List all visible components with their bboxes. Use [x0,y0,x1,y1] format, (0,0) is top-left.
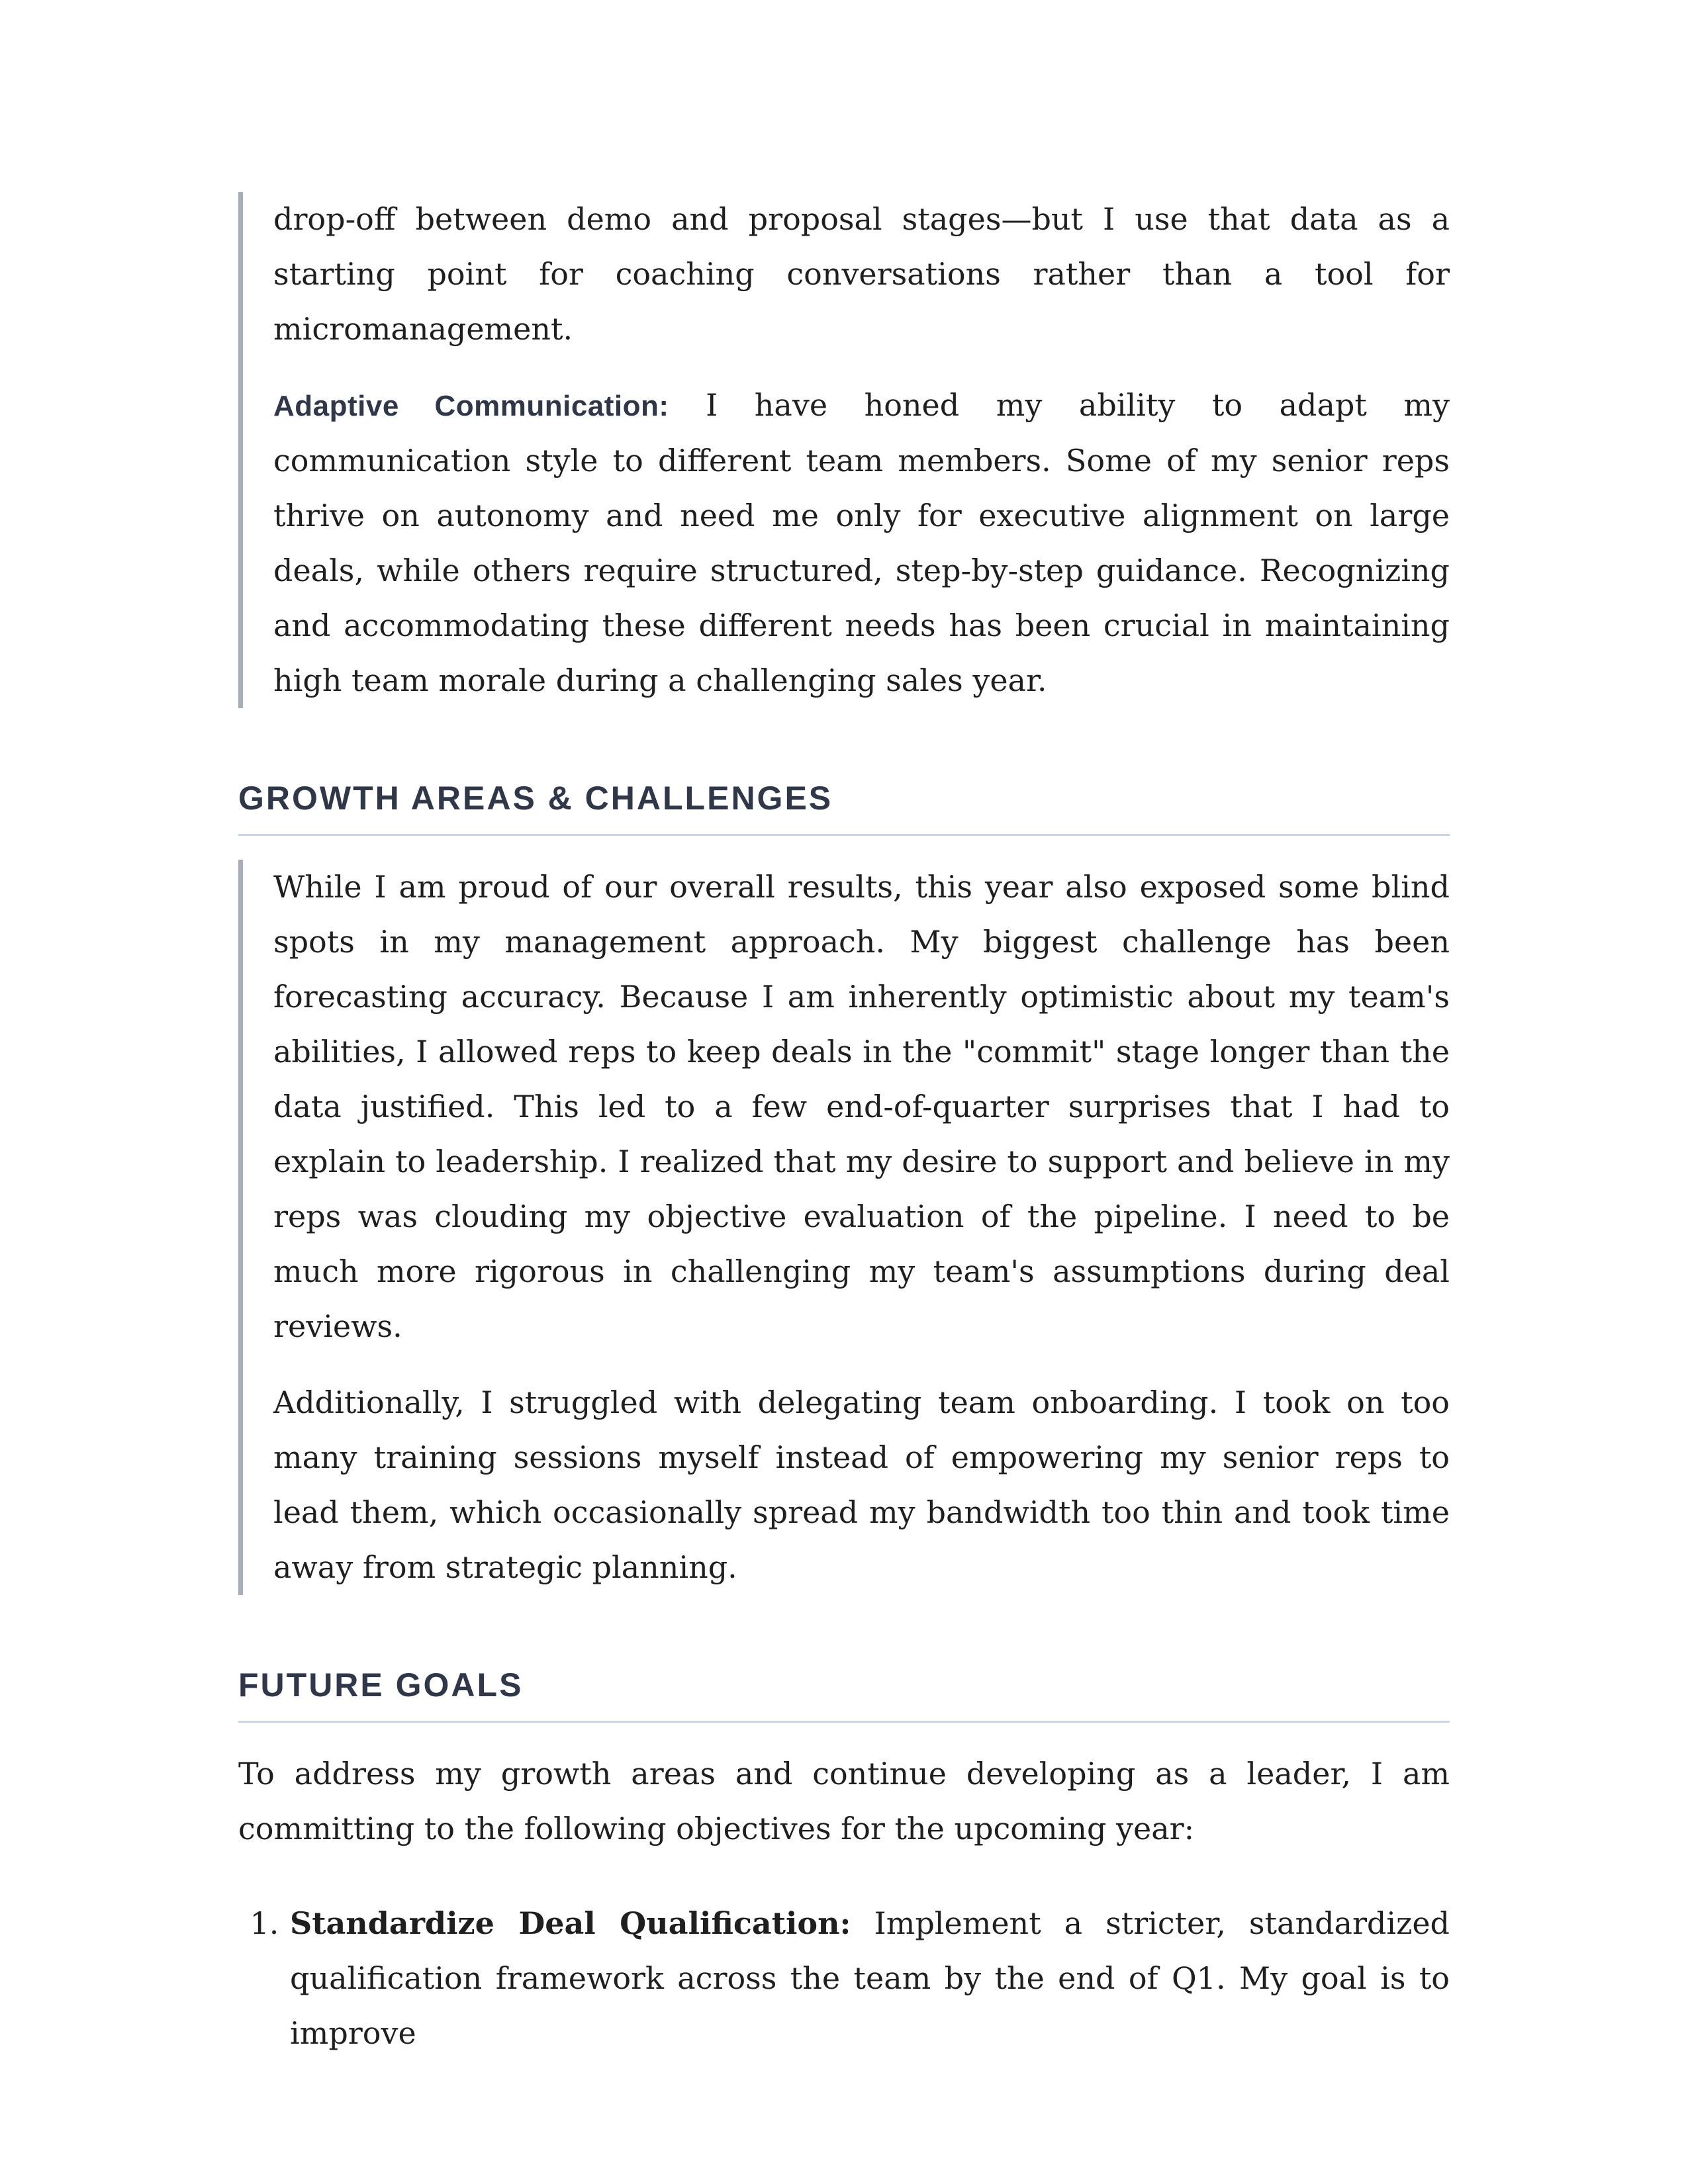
document-page [238,192,1450,2061]
future-goals-heading: FUTURE GOALS [238,1665,1450,1723]
future-goals-list [238,1896,1450,2061]
growth-quote-block [238,860,1450,1595]
goal-item [289,1896,1450,2061]
adaptive-communication-paragraph [273,378,1450,708]
strengths-paragraph-continued: drop-off between demo and proposal stages—but I use that data as a starting point for coaching conversations rather than a tool for micromanagement. [273,201,1450,347]
adaptive-communication-label: Adaptive Communication: [273,390,669,422]
growth-paragraph-forecasting: While I am proud of our overall results, this year also exposed some blind spots in my management approach. My biggest challenge has been forecasting accuracy. Because I am inherently optimistic about my team's abilities, I allowed reps to keep deals in the "commit" stage longer than the data justified. This led to a few end-of-quarter surprises that I had to explain to leadership. I realized that my desire to support and believe in my reps was clouding my objective evaluation of the pipeline. I need to be much more rigorous in challenging my team's assumptions during deal reviews. [273,869,1450,1344]
strengths-quote-block [238,192,1450,708]
goal-text: Implement a stricter, standardized qualification framework across the team by the end of Q1. My goal is to improve [290,1905,1450,2051]
goal-title: Standardize Deal Qualification: [290,1905,851,1941]
adaptive-communication-text: I have honed my ability to adapt my communication style to different team members. Some of my senior reps thrive on autonomy and need me only for executive alignment on large deals, while others require structured, step-by-step guidance. Recognizing and accommodating these different needs has been crucial in maintaining high team morale during a challenging sales year. [273,387,1450,698]
growth-areas-heading: GROWTH AREAS & CHALLENGES [238,778,1450,836]
growth-paragraph-delegation: Additionally, I struggled with delegating team onboarding. I took on too many training sessions myself instead of empowering my senior reps to lead them, which occasionally spread my bandwidth too thin and took time away from strategic planning. [273,1385,1450,1585]
future-goals-intro: To address my growth areas and continue developing as a leader, I am committing to the following objectives for the upcoming year: [238,1756,1450,1846]
